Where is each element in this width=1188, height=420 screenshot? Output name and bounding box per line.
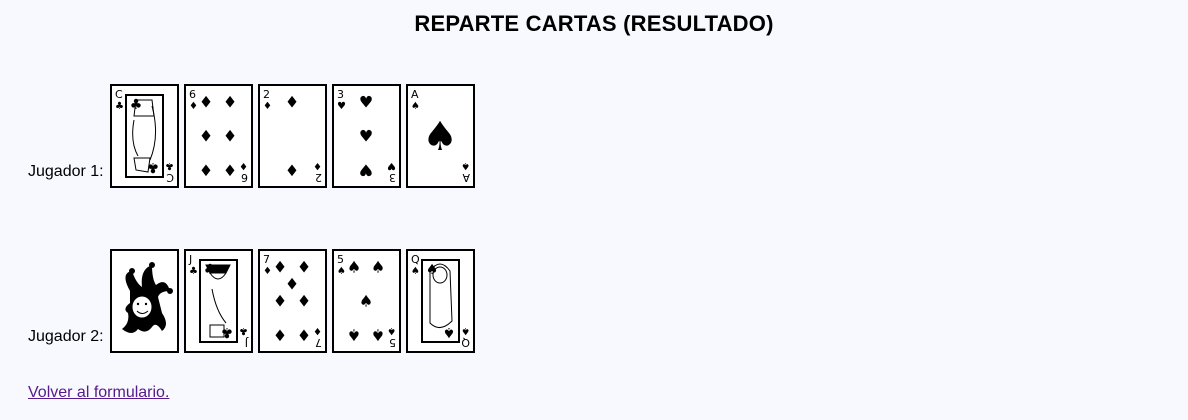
back-to-form-link[interactable]: Volver al formulario. [28, 384, 170, 401]
card-suit-icon: ♦ [312, 325, 322, 336]
card-corner-bottom [387, 325, 396, 349]
player-label: Jugador 2: [28, 328, 104, 345]
card-corner-bottom [461, 160, 470, 184]
card-suit-icon: ♣ [188, 266, 198, 277]
card-corner-top [337, 88, 346, 112]
card-rank: 3 [388, 171, 396, 184]
card-face [408, 251, 473, 351]
playing-card-Q-spades [406, 249, 475, 353]
card-suit-icon: ♠ [386, 325, 396, 336]
suit-pip-icon: ♣ [129, 96, 142, 113]
card-corner-top [188, 253, 198, 277]
card-corner-top [115, 88, 124, 112]
playing-card-A-spades [406, 84, 475, 188]
card-suit-icon: ♦ [262, 266, 272, 277]
card-suit-icon: ♥ [386, 160, 396, 171]
card-corner-top [411, 88, 420, 112]
suit-pip-icon: ♣ [220, 324, 233, 341]
playing-card-2-diamonds [258, 84, 327, 188]
card-face [334, 251, 399, 351]
suit-pip-icon: ♦ [284, 160, 299, 180]
suit-pip-icon: ♠ [421, 114, 458, 160]
card-rank: J [188, 253, 192, 266]
card-rank: C [114, 88, 123, 101]
page-title: REPARTE CARTAS (RESULTADO) [414, 11, 774, 36]
card-face [260, 86, 325, 186]
card-rank: 6 [188, 88, 196, 101]
card-rank: A [462, 171, 470, 184]
card-corner-top [411, 253, 420, 277]
card-suit-icon: ♠ [336, 266, 346, 277]
card-corner-top [263, 253, 272, 277]
card-rank: 5 [336, 253, 344, 266]
suit-pip-icon: ♥ [358, 160, 373, 180]
card-suit-icon: ♦ [312, 160, 322, 171]
card-rank: 2 [262, 88, 270, 101]
suit-pip-icon: ♦ [222, 160, 237, 180]
card-face [186, 251, 251, 351]
suit-pip-icon: ♦ [296, 325, 311, 345]
suit-pip-icon: ♦ [272, 291, 287, 311]
suit-pip-icon: ♠ [370, 325, 385, 345]
suit-pip-icon: ♦ [222, 126, 237, 146]
playing-card-3-hearts [332, 84, 401, 188]
card-corner-bottom [313, 160, 322, 184]
card-face [260, 251, 325, 351]
playing-card-6-diamonds [184, 84, 253, 188]
card-corner-bottom [387, 160, 396, 184]
suit-pip-icon: ♠ [358, 291, 373, 311]
card-suit-icon: ♦ [262, 101, 272, 112]
suit-pip-icon: ♠ [442, 324, 455, 341]
suit-pip-icon: ♦ [284, 92, 299, 112]
card-corner-bottom [313, 325, 322, 349]
suit-pip-icon: ♦ [272, 325, 287, 345]
player-row-2 [28, 249, 475, 353]
card-corner-bottom [461, 325, 470, 349]
card-corner-top [337, 253, 346, 277]
suit-pip-icon: ♦ [198, 92, 213, 112]
suit-pip-icon: ♠ [425, 261, 438, 278]
card-rank: J [244, 336, 248, 349]
card-rank: C [165, 171, 174, 184]
suit-pip-icon: ♠ [346, 257, 361, 277]
playing-card-7-diamonds [258, 249, 327, 353]
card-face [334, 86, 399, 186]
suit-pip-icon: ♦ [284, 274, 299, 294]
suit-pip-icon: ♥ [358, 126, 373, 146]
card-corner-bottom [165, 160, 174, 184]
card-suit-icon: ♠ [410, 266, 420, 277]
playing-card-J-clubs [184, 249, 253, 353]
card-face [112, 86, 177, 186]
card-suit-icon: ♠ [460, 325, 470, 336]
card-rank: 7 [262, 253, 270, 266]
suit-pip-icon: ♣ [203, 261, 216, 278]
card-face [408, 86, 473, 186]
card-corner-bottom [239, 160, 248, 184]
card-rank: Q [460, 336, 470, 349]
card-suit-icon: ♦ [188, 101, 198, 112]
suit-pip-icon: ♦ [198, 160, 213, 180]
playing-card-5-spades [332, 249, 401, 353]
card-suit-icon: ♣ [164, 160, 174, 171]
card-rank: 3 [336, 88, 344, 101]
suit-pip-icon: ♦ [198, 126, 213, 146]
suit-pip-icon: ♦ [272, 257, 287, 277]
card-rank: 7 [314, 336, 322, 349]
suit-pip-icon: ♣ [146, 159, 159, 176]
card-corner-top [263, 88, 272, 112]
card-suit-icon: ♠ [460, 160, 470, 171]
card-face [112, 251, 177, 351]
card-corner-bottom [239, 325, 249, 349]
player-label: Jugador 1: [28, 163, 104, 180]
card-suit-icon: ♣ [238, 325, 248, 336]
player-row-1 [28, 84, 475, 188]
card-rank: 2 [314, 171, 322, 184]
card-rank: 5 [388, 336, 396, 349]
suit-pip-icon: ♦ [296, 291, 311, 311]
suit-pip-icon: ♦ [296, 257, 311, 277]
playing-card-joker [110, 249, 179, 353]
card-suit-icon: ♥ [336, 101, 346, 112]
card-rank: A [410, 88, 419, 101]
card-corner-top [189, 88, 198, 112]
card-suit-icon: ♠ [410, 101, 420, 112]
card-face [186, 86, 251, 186]
playing-card-C-clubs [110, 84, 179, 188]
player-2-hand [110, 249, 475, 353]
card-rank: Q [410, 253, 420, 266]
card-suit-icon: ♣ [114, 101, 124, 112]
joker-jester-icon [122, 262, 173, 333]
card-suit-icon: ♦ [238, 160, 248, 171]
suit-pip-icon: ♥ [358, 92, 373, 112]
suit-pip-icon: ♦ [222, 92, 237, 112]
suit-pip-icon: ♠ [346, 325, 361, 345]
suit-pip-icon: ♠ [370, 257, 385, 277]
player-1-hand [110, 84, 475, 188]
card-rank: 6 [240, 171, 248, 184]
